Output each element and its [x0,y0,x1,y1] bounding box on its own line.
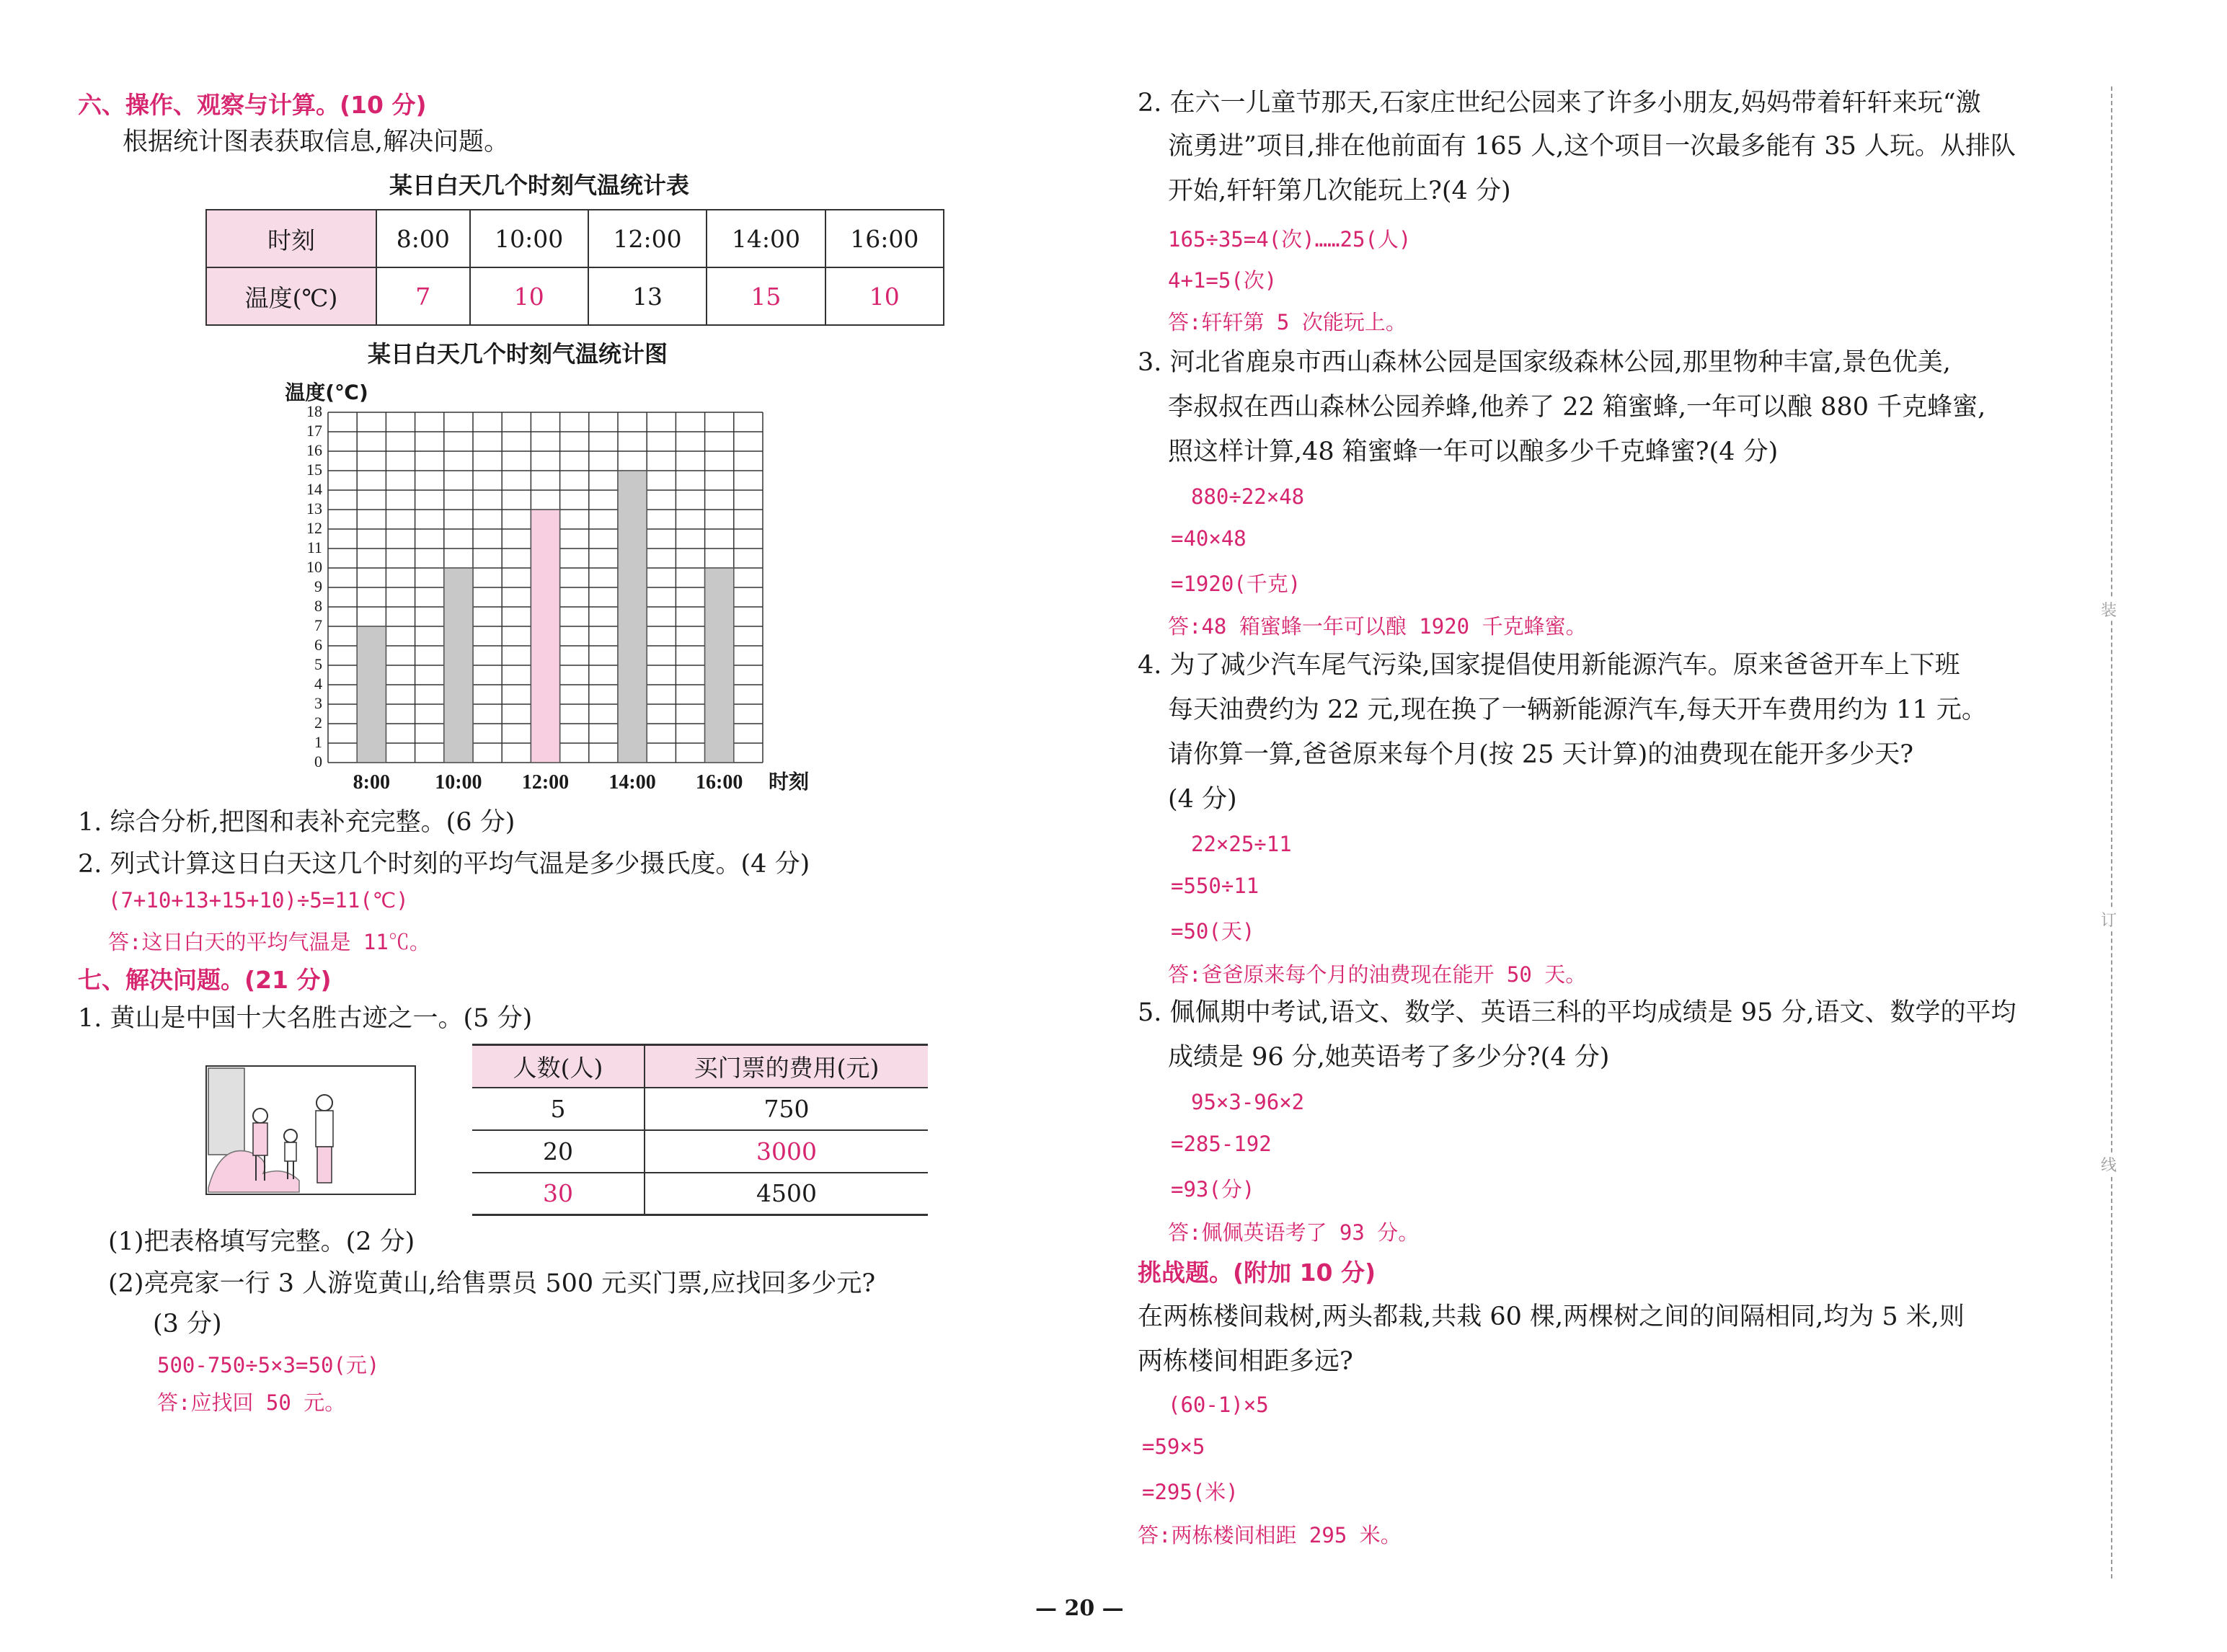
q3-line3: 照这样计算,48 箱蜜蜂一年可以酿多少千克蜂蜜?(4 分) [1168,438,1779,466]
section7-q1-answer-line2: 答:应找回 50 元。 [157,1390,346,1415]
table-cell-temp: 7 [376,267,470,325]
section6-q2-answer-line2: 答:这日白天的平均气温是 11℃。 [108,930,430,954]
y-tick-label: 8 [314,597,322,615]
challenge-line2: 两栋楼间相距多远? [1138,1347,1353,1376]
y-tick-label: 2 [314,714,322,732]
table-cell-temp: 13 [588,267,707,325]
y-tick-label: 7 [314,616,322,634]
q5-answer-line1: 95×3-96×2 [1191,1090,1305,1114]
ticket-table [472,1044,928,1216]
section6-q2: 2. 列式计算这日白天这几个时刻的平均气温是多少摄氏度。(4 分) [78,850,810,879]
q3-answer-line3: =1920(千克) [1171,572,1301,596]
y-tick-label: 11 [306,538,322,556]
ticket-cell-cost: 750 [645,1088,928,1130]
binding-mark: 装 [2101,598,2117,621]
y-tick-label: 16 [306,441,322,459]
q3-answer-line1: 880÷22×48 [1191,484,1305,509]
binding-mark: 订 [2101,908,2117,931]
y-tick-label: 6 [314,636,322,654]
q2-line3: 开始,轩轩第几次能玩上?(4 分) [1168,177,1511,205]
q3-line2: 李叔叔在西山森林公园养蜂,他养了 22 箱蜜蜂,一年可以酿 880 千克蜂蜜, [1168,393,1986,422]
challenge-answer-line2: =59×5 [1142,1434,1205,1459]
ticket-header-cost: 买门票的费用(元) [645,1045,928,1088]
section7-q1-sub2: (2)亮亮家一行 3 人游览黄山,给售票员 500 元买门票,应找回多少元? [108,1269,876,1298]
q5-line1: 5. 佩佩期中考试,语文、数学、英语三科的平均成绩是 95 分,语文、数学的平均 [1138,998,2016,1027]
q4-line3: 请你算一算,爸爸原来每个月(按 25 天计算)的油费现在能开多少天? [1168,740,1913,769]
section7-q1: 1. 黄山是中国十大名胜古迹之一。(5 分) [78,1004,533,1033]
section6-q1: 1. 综合分析,把图和表补充完整。(6 分) [78,808,515,837]
table-cell-time: 8:00 [376,210,470,267]
q4-line1: 4. 为了减少汽车尾气污染,国家提倡使用新能源汽车。原来爸爸开车上下班 [1138,651,1960,680]
x-tick-label: 14:00 [608,771,656,794]
q3-line1: 3. 河北省鹿泉市西山森林公园是国家级森林公园,那里物种丰富,景色优美, [1138,348,1951,377]
y-tick-label: 3 [314,694,322,712]
bar [705,568,734,763]
q2-answer-line3: 答:轩轩第 5 次能玩上。 [1168,310,1407,334]
challenge-answer-line4: 答:两栋楼间相距 295 米。 [1138,1523,1402,1547]
section6-title: 六、操作、观察与计算。(10 分) [78,91,427,119]
bar [357,626,386,763]
section6-q2-answer-line1: (7+10+13+15+10)÷5=11(℃) [108,888,409,912]
section7-title: 七、解决问题。(21 分) [78,966,332,994]
binding-dashed-line [2111,86,2112,1578]
binding-mark: 线 [2101,1153,2117,1176]
x-tick-label: 8:00 [353,771,390,794]
challenge-line1: 在两栋楼间栽树,两头都栽,共栽 60 棵,两棵树之间的间隔相同,均为 5 米,则 [1138,1302,1965,1331]
q3-answer-line4: 答:48 箱蜜蜂一年可以酿 1920 千克蜂蜜。 [1168,614,1587,639]
ticket-cell-people: 5 [472,1088,645,1130]
section7-q1-answer-line1: 500-750÷5×3=50(元) [157,1353,380,1377]
ticket-cell-cost: 3000 [645,1130,928,1173]
challenge-answer-line3: =295(米) [1142,1480,1239,1504]
x-tick-label: 10:00 [435,771,482,794]
challenge-title: 挑战题。(附加 10 分) [1138,1258,1376,1287]
y-tick-label: 9 [314,577,322,595]
bar [531,510,559,763]
y-tick-label: 18 [306,402,322,420]
bar [618,471,647,763]
q5-answer-line2: =285-192 [1171,1132,1272,1156]
q5-answer-line3: =93(分) [1171,1177,1255,1202]
section6-intro: 根据统计图表获取信息,解决问题。 [123,128,510,156]
chart-title: 某日白天几个时刻气温统计图 [368,340,668,368]
ticket-cell-cost: 4500 [645,1173,928,1215]
table-cell-temp: 10 [825,267,944,325]
y-axis-label: 温度(℃) [285,381,368,404]
q4-answer-line4: 答:爸爸原来每个月的油费现在能开 50 天。 [1168,962,1587,987]
q4-answer-line1: 22×25÷11 [1191,832,1292,856]
q5-answer-line4: 答:佩佩英语考了 93 分。 [1168,1220,1420,1245]
page-number: — 20 — [1035,1596,1124,1621]
table-cell-time: 12:00 [588,210,707,267]
bar [444,568,473,763]
x-axis-label: 时刻 [769,770,810,794]
y-tick-label: 15 [306,461,322,479]
q2-answer-line2: 4+1=5(次) [1168,268,1278,293]
q3-answer-line2: =40×48 [1171,526,1247,551]
family-illustration [205,1065,416,1195]
section7-q1-sub1: (1)把表格填写完整。(2 分) [108,1227,415,1256]
y-tick-label: 1 [314,733,322,751]
temperature-table [205,209,944,326]
x-tick-label: 12:00 [521,771,570,794]
y-tick-label: 13 [306,499,322,518]
table-cell-temp: 15 [707,267,825,325]
q4-line2: 每天油费约为 22 元,现在换了一辆新能源汽车,每天开车费用约为 11 元。 [1168,696,1987,724]
q4-answer-line3: =50(天) [1171,919,1255,943]
y-tick-label: 4 [314,675,322,693]
y-tick-label: 12 [306,519,322,537]
ticket-cell-people: 20 [472,1130,645,1173]
y-tick-label: 17 [306,422,322,440]
table-cell-temp: 10 [470,267,588,325]
y-tick-label: 5 [314,655,322,673]
q2-line1: 2. 在六一儿童节那天,石家庄世纪公园来了许多小朋友,妈妈带着轩轩来玩“激 [1138,89,1981,117]
q2-answer-line1: 165÷35=4(次)……25(人) [1168,227,1412,252]
table-cell-time: 10:00 [470,210,588,267]
table-row-label-temp: 温度(℃) [206,267,376,325]
table-caption: 某日白天几个时刻气温统计表 [389,172,690,199]
table-cell-time: 16:00 [825,210,944,267]
y-tick-label: 0 [314,752,322,771]
q5-line2: 成绩是 96 分,她英语考了多少分?(4 分) [1168,1043,1610,1072]
temperature-bar-chart [274,368,836,807]
ticket-cell-people: 30 [472,1173,645,1215]
section7-q1-sub2-score: (3 分) [153,1310,222,1338]
challenge-answer-line1: (60-1)×5 [1168,1393,1269,1417]
q4-line4: (4 分) [1168,785,1237,814]
ticket-header-people: 人数(人) [472,1045,645,1088]
q2-line2: 流勇进”项目,排在他前面有 165 人,这个项目一次最多能有 35 人玩。从排队 [1168,132,2016,161]
table-cell-time: 14:00 [707,210,825,267]
table-row-label-time: 时刻 [206,210,376,267]
y-tick-label: 14 [306,480,322,498]
q4-answer-line2: =550÷11 [1171,874,1259,898]
x-tick-label: 16:00 [696,771,743,794]
y-tick-label: 10 [306,558,322,576]
